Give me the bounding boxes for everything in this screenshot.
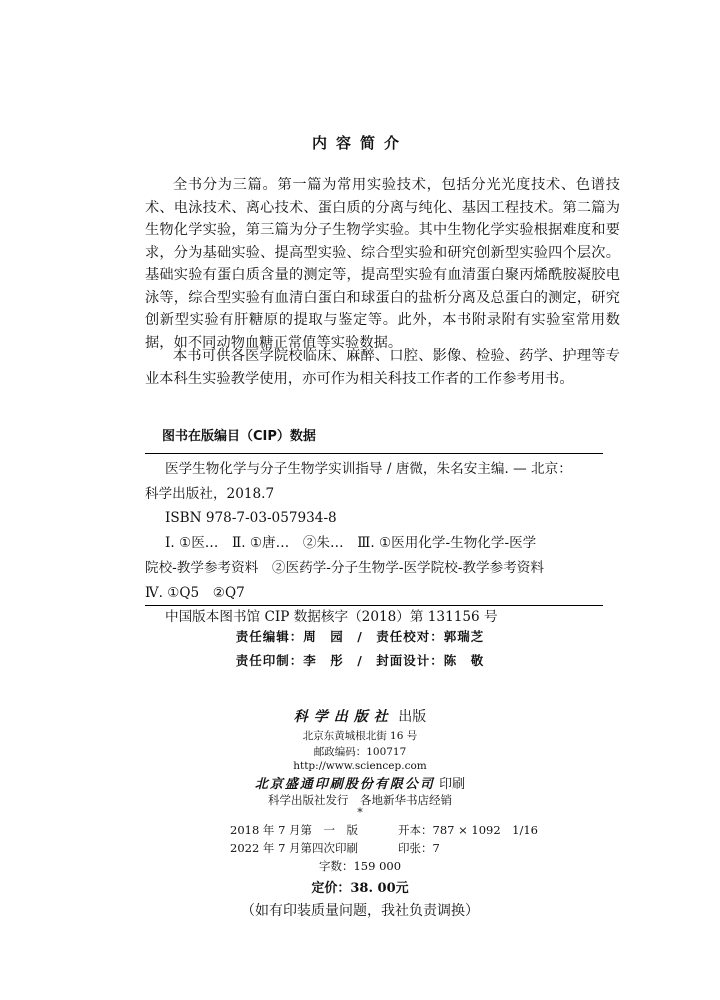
publisher-line bbox=[0, 706, 720, 726]
cip-line: 中国版本图书馆 CIP 数据核字（2018）第 131156 号 bbox=[165, 609, 498, 626]
production-credits: 责任印制：李 彤 / 封面设计：陈 敬 bbox=[235, 653, 485, 668]
editor-credits: 责任编辑：周 园 / 责任校对：郭瑞芝 bbox=[235, 629, 485, 644]
summary-title: 内容简介 bbox=[311, 134, 408, 152]
cip-heading: 图书在版编目（CIP）数据 bbox=[162, 429, 316, 444]
cip-line: 科学出版社，2018.7 bbox=[145, 485, 275, 502]
printer-suffix: 印刷 bbox=[439, 777, 466, 792]
cip-bottom-rule bbox=[145, 605, 603, 606]
distribution-line: 科学出版社发行 各地新华书店经销 bbox=[268, 793, 452, 807]
publisher-postcode: 邮政编码：100717 bbox=[313, 746, 407, 758]
cip-line: Ⅳ. ①Q5 ②Q7 bbox=[145, 584, 245, 601]
reprint-date: 2022 年 7 月第四次印刷 bbox=[230, 841, 359, 855]
quality-note: （如有印装质量问题，我社负责调换） bbox=[241, 903, 479, 919]
summary-paragraph-2: 本书可供各医学院校临床、麻醉、口腔、影像、检验、药学、护理等专业本科生实验教学使用，亦可作为相关科技工作者的工作参考用书。 bbox=[145, 348, 620, 387]
price: 定价：38. 00元 bbox=[311, 881, 409, 896]
publisher-address: 北京东黄城根北街 16 号 bbox=[302, 730, 418, 742]
first-edition-date: 2018 年 7 月第 一 版 bbox=[230, 823, 359, 837]
cip-line: Ⅰ. ①医… Ⅱ. ①唐… ②朱… Ⅲ. ①医用化学-生物化学-医学 bbox=[165, 535, 537, 552]
cip-line: ISBN 978-7-03-057934-8 bbox=[165, 510, 337, 527]
cip-top-rule bbox=[145, 453, 603, 454]
publisher-suffix: 出版 bbox=[398, 709, 427, 725]
cip-line: 医学生物化学与分子生物学实训指导 / 唐微，朱名安主编. — 北京： bbox=[165, 461, 572, 477]
book-format: 开本：787 × 1092 1/16 bbox=[398, 823, 538, 837]
printer-line bbox=[0, 773, 720, 792]
cip-line: 院校-教学参考资料 ②医药学-分子生物学-医学院校-教学参考资料 bbox=[145, 559, 544, 576]
word-count: 字数：159 000 bbox=[318, 859, 402, 873]
publisher-logo-text: 科学出版社 bbox=[293, 709, 394, 725]
publisher-url: http://www.sciencep.com bbox=[293, 760, 427, 772]
summary-paragraph-1: 全书分为三篇。第一篇为常用实验技术，包括分光光度技术、色谱技术、电泳技术、离心技术、蛋白质的分离与纯化、基因工程技术。第二篇为生物化学实验，第三篇为分子生物学实验。其中生物化学实验根据难度和要求，分为基础实验、提高型实验、综合型实验和研究创新型实验四个层次。基础实验有蛋白质含量的测定等，提高型实验有血清蛋白聚丙烯酰胺凝胶电泳等，综合型实验有血清白蛋白和球蛋白的盐析分离及总蛋白的测定，研究创新型实验有肝糖原的提取与鉴定等。此外，本书附录附有实验室常用数据，如不同动物血糖正常值等实验数据。 bbox=[145, 177, 620, 351]
printer-name: 北京盛通印刷股份有限公司 bbox=[254, 777, 435, 792]
printed-sheets: 印张：7 bbox=[398, 841, 440, 855]
cip-block bbox=[145, 457, 603, 630]
separator-star: * bbox=[357, 806, 363, 819]
